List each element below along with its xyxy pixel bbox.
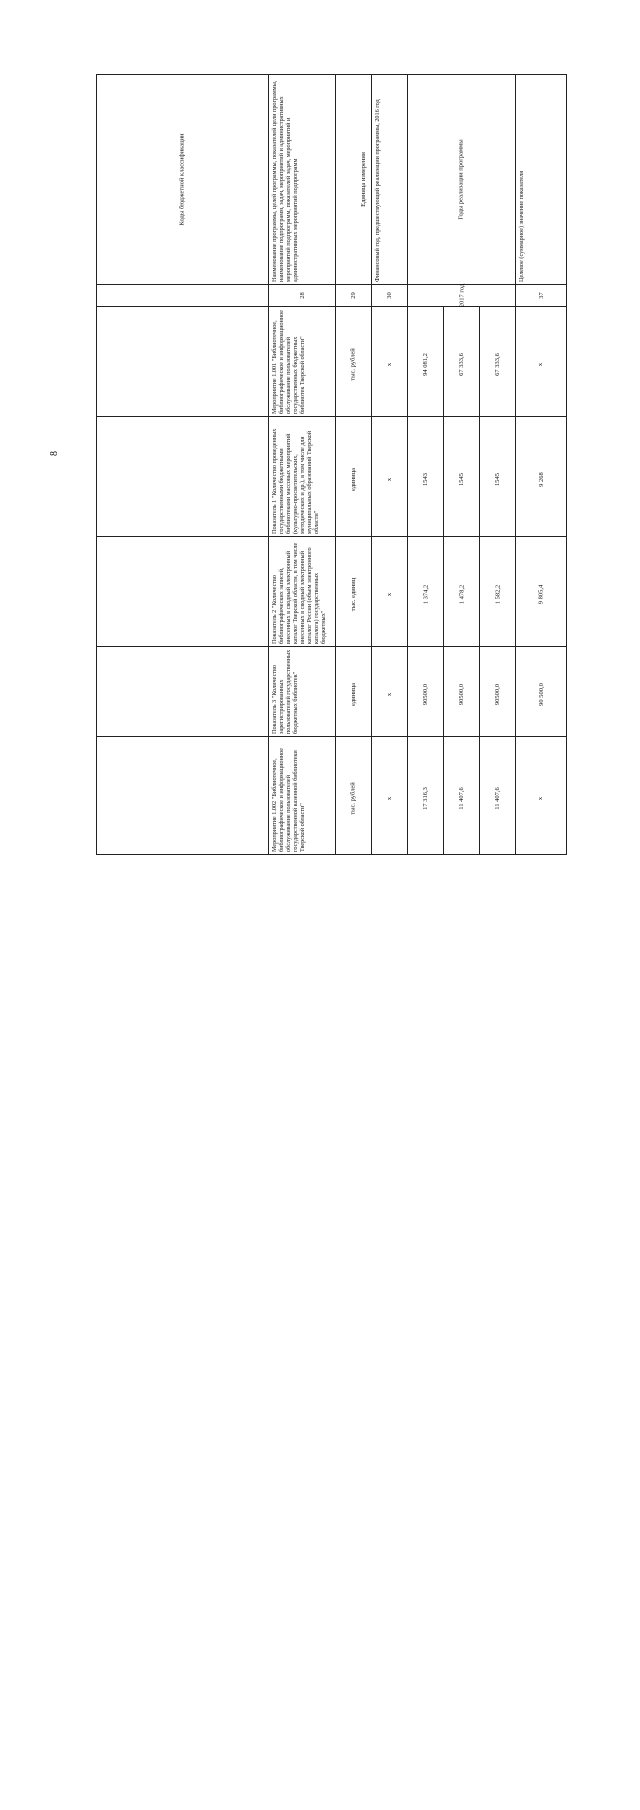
col-num-years: 2017 год (408, 285, 516, 307)
table-row (97, 537, 567, 647)
table-row (97, 307, 567, 417)
row-value-2019: 1 582,2 (480, 537, 516, 647)
row-target: 9 805,4 (516, 537, 567, 647)
col-num-30: 30 (372, 285, 408, 307)
row-base: х (372, 307, 408, 417)
table-row (97, 737, 567, 855)
row-value-2018: 1 478,2 (444, 537, 480, 647)
row-unit: единица (336, 647, 372, 737)
row-unit: тыс. единиц (336, 537, 372, 647)
col-num-29: 29 (336, 285, 372, 307)
col-num-28: 28 (269, 285, 336, 307)
col-num-kbk (97, 285, 269, 307)
row-target: 9 268 (516, 417, 567, 537)
column-numbers-row (97, 285, 567, 307)
page-number: 8 (49, 451, 60, 456)
row-value-2019: 67 333,6 (480, 307, 516, 417)
row-base: х (372, 537, 408, 647)
row-codes (97, 417, 269, 537)
row-value-2017: 1543 (408, 417, 444, 537)
row-value-2019: 90500,0 (480, 647, 516, 737)
row-unit: единица (336, 417, 372, 537)
row-base: х (372, 417, 408, 537)
program-table (96, 74, 566, 854)
row-target: х (516, 307, 567, 417)
header-name: Наименование программы, целей программы, показателей цели программы, наименование подпрограмм, задач, мероприятий и административных мероприятий подпрограмм, показателей задач, мероприятий и административных мероприятий подпрограмм (269, 75, 336, 285)
row-name: Мероприятие 1.002 "Библиотечное, библиографическое и информационное обслуживание пользователей государственной казенной библиотеки Тверской области" (269, 737, 336, 855)
row-name: Показатель 2 "Количество библиографических записей, внесенных в сводный электронный каталог Тверской области, в том числе внесенных в сводный электронный каталог России (объем электронного каталога) государственных бюджетных" (269, 537, 336, 647)
row-base: х (372, 737, 408, 855)
row-name: Показатель 3 "Количество зарегистрированных пользователей государственных бюджетных библиотек" (269, 647, 336, 737)
row-value-2019: 1545 (480, 417, 516, 537)
row-target: 90 500,0 (516, 647, 567, 737)
row-name: Мероприятие 1.001 "Библиотечное, библиографическое и информационное обслуживание пользователей государственных бюджетных библиотек Тверской области" (269, 307, 336, 417)
header-unit: Единица измерения (336, 75, 372, 285)
row-codes (97, 537, 269, 647)
row-codes (97, 647, 269, 737)
header-kbk: Коды бюджетной классификации (97, 75, 269, 285)
row-value-2017: 17 316,3 (408, 737, 444, 855)
row-value-2017: 94 081,2 (408, 307, 444, 417)
row-base: х (372, 647, 408, 737)
header-target: Целевое (суммарное) значение показателя (516, 75, 567, 285)
row-name: Показатель 1 "Количество проведенных государственными бюджетными библиотеками массовых мероприятий (культурно-просветительских, методических и др.), в том числе для муниципальных образований Тверской области" (269, 417, 336, 537)
header-base-year: Финансовый год, предшествующий реализации программы, 2016 год (372, 75, 408, 285)
col-num-37: 37 (516, 285, 567, 307)
row-codes (97, 737, 269, 855)
row-codes (97, 307, 269, 417)
row-value-2017: 1 374,2 (408, 537, 444, 647)
row-unit: тыс. рублей (336, 737, 372, 855)
row-value-2018: 90500,0 (444, 647, 480, 737)
row-value-2018: 67 333,6 (444, 307, 480, 417)
row-unit: тыс. рублей (336, 307, 372, 417)
row-value-2018: 1545 (444, 417, 480, 537)
row-value-2019: 11 407,6 (480, 737, 516, 855)
row-target: х (516, 737, 567, 855)
row-value-2018: 11 407,6 (444, 737, 480, 855)
row-value-2017: 90500,0 (408, 647, 444, 737)
header-years-group: Годы реализации программы (408, 75, 516, 285)
table-row (97, 417, 567, 537)
header-row (97, 75, 567, 285)
table-row (97, 647, 567, 737)
